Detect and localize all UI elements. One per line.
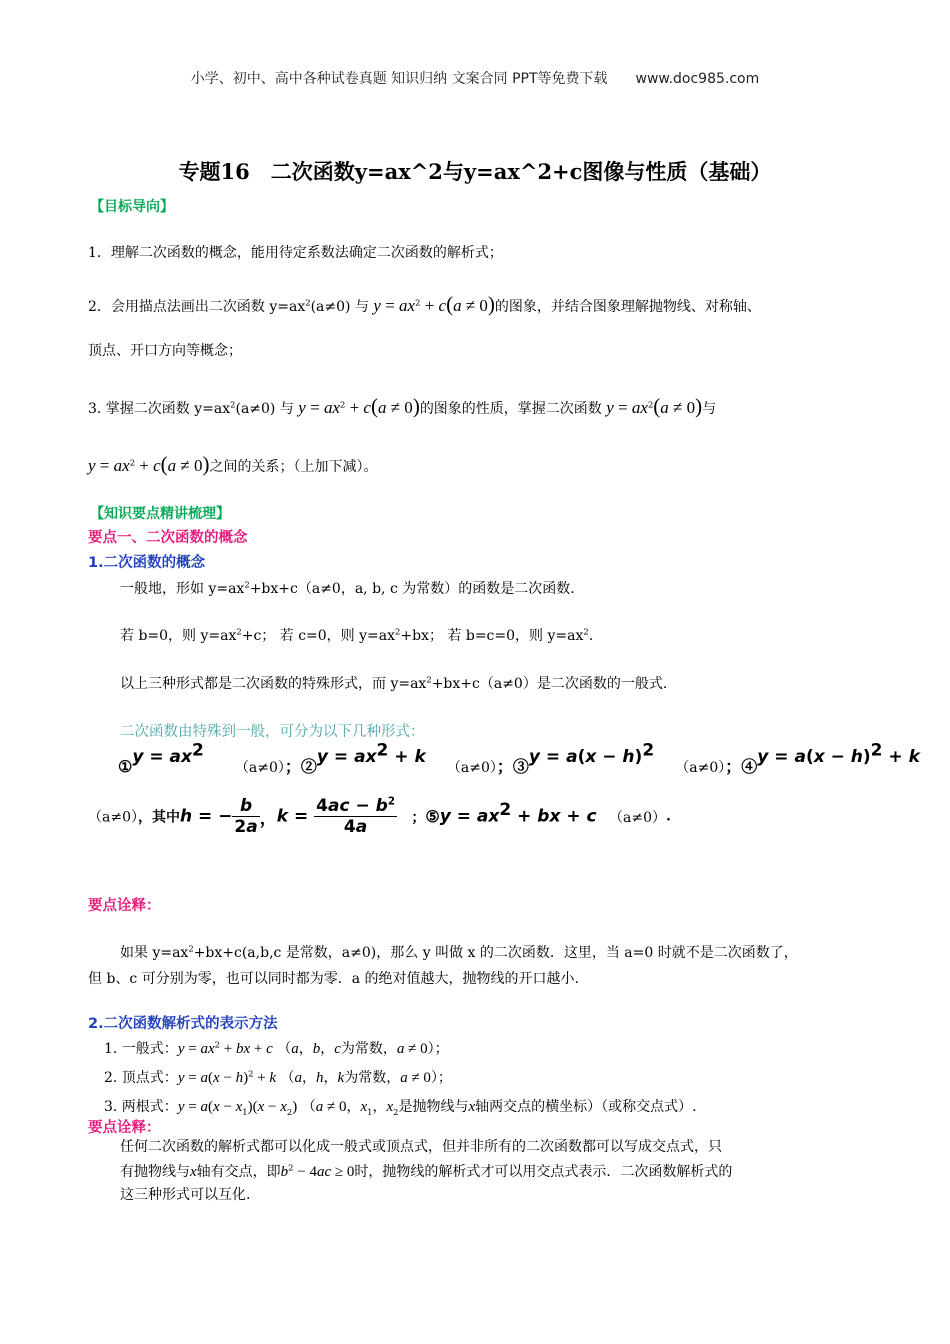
formula-y-ax2-c: $y = ax^2 + c(a \ne 0)$: [88, 452, 210, 476]
goal-item-2: 2．会用描点法画出二次函数 $y=ax^2(a\ne 0)$ 与 $y = ax^2 + c(a \ne 0)$的图象，并结合图象理解抛物线、对称轴、: [88, 292, 761, 316]
goal-heading: 【目标导向】: [90, 199, 174, 215]
note-line-1: 如果 $y=ax^2+bx+c(a,b,c$ 是常数，a≠0)，那么 y 叫做 x 的二次函数．这里，当 a=0 时就不是二次函数了，: [120, 943, 798, 961]
sub-1-heading: 1.二次函数的概念: [88, 555, 206, 571]
goal-item-1: 1．理解二次函数的概念，能用待定系数法确定二次函数的解析式；: [88, 245, 503, 261]
goal-item-3: 3. 掌握二次函数 $y=ax^2(a\ne 0)$ 与 $y = ax^2 + c(a \ne 0)$的图象的性质，掌握二次函数 $y = ax^2(a \ne 0)$与: [88, 394, 717, 418]
header-text: 小学、初中、高中各种试卷真题 知识归纳 文案合同 PPT等免费下载: [190, 71, 608, 87]
def-line-1: 一般地，形如 $y=ax^2+bx+c(a\ne 0$，a, b, c 为常数）的函数是二次函数.: [120, 579, 575, 597]
note-2-line-3: 这三种形式可以互化.: [120, 1187, 251, 1203]
forms-row-1: ①y = $ax^2$ （a≠0）；②y = $ax^2 + k$ （a≠0）；③y = $a(x - h)^2$ （a≠0）；④y = $a(x - h)^2 + k$: [118, 740, 920, 776]
def-line-2: 若 b=0，则 $y=ax^2+c$； 若 c=0，则 $y=ax^2+bx$； 若 b=c=0，则 $y=ax^2$.: [120, 626, 594, 644]
form-vertex: 2. 顶点式：$y = a(x - h)^2 + k$ （a，h，k为常数，a ≠ 0）；: [104, 1068, 452, 1086]
form-roots: 3. 两根式：$y = a(x - x_1)(x - x_2)$ （a ≠ 0，$x_1$，$x_2$是抛物线与x轴两交点的横坐标）（或称交点式）.: [104, 1099, 697, 1117]
point-1-heading: 要点一、二次函数的概念: [88, 530, 248, 546]
page-title: 专题16 二次函数y=ax^2与y=ax^2+c图像与性质（基础）: [178, 159, 772, 184]
goal-item-2-cont: 顶点、开口方向等概念；: [88, 343, 242, 359]
goal-item-3-cont: $y = ax^2 + c(a \ne 0)$之间的关系；（上加下减）。: [88, 452, 378, 476]
page-header: [0, 68, 950, 88]
def-line-4: 二次函数由特殊到一般，可分为以下几种形式：: [120, 724, 425, 740]
note-2-line-2: 有抛物线与x轴有交点，即$b^2 - 4ac \ge 0$时，抛物线的解析式才可以用交点式表示．二次函数解析式的: [120, 1162, 733, 1180]
formula-y-ax2-c: $y = ax^2 + c(a \ne 0)$: [373, 292, 495, 316]
formula-y-ax2: $y = ax^2(a \ne 0)$: [606, 394, 703, 418]
def-line-3: 以上三种形式都是二次函数的特殊形式，而 $y=ax^2+bx+c(a\ne 0)$是二次函数的一般式.: [120, 674, 668, 692]
sub-2-heading: 2.二次函数解析式的表示方法: [88, 1016, 278, 1032]
form-general: 1. 一般式：$y = ax^2$ + bx + c （a，b，c为常数，a ≠ 0）；: [104, 1039, 449, 1057]
header-url[interactable]: www.doc985.com: [635, 71, 760, 87]
forms-row-2: （a≠0），其中h = − $\frac{b}{2a}$ ，k = $\frac{4ac - b^2}{4a}$ ；⑤y = $ax^2$ + bx + c （a≠0）.: [88, 796, 671, 837]
knowledge-heading: 【知识要点精讲梳理】: [90, 506, 230, 522]
note-2-line-1: 任何二次函数的解析式都可以化成一般式或顶点式，但并非所有的二次函数都可以写成交点式，只: [120, 1139, 722, 1155]
formula-y-ax2-c: $y = ax^2 + c(a \ne 0)$: [298, 394, 420, 418]
note-heading: 要点诠释：: [88, 898, 161, 914]
note-line-2: 但 b、c 可分别为零，也可以同时都为零．a 的绝对值越大，抛物线的开口越小.: [88, 971, 579, 987]
note-2-heading: 要点诠释：: [88, 1120, 161, 1136]
